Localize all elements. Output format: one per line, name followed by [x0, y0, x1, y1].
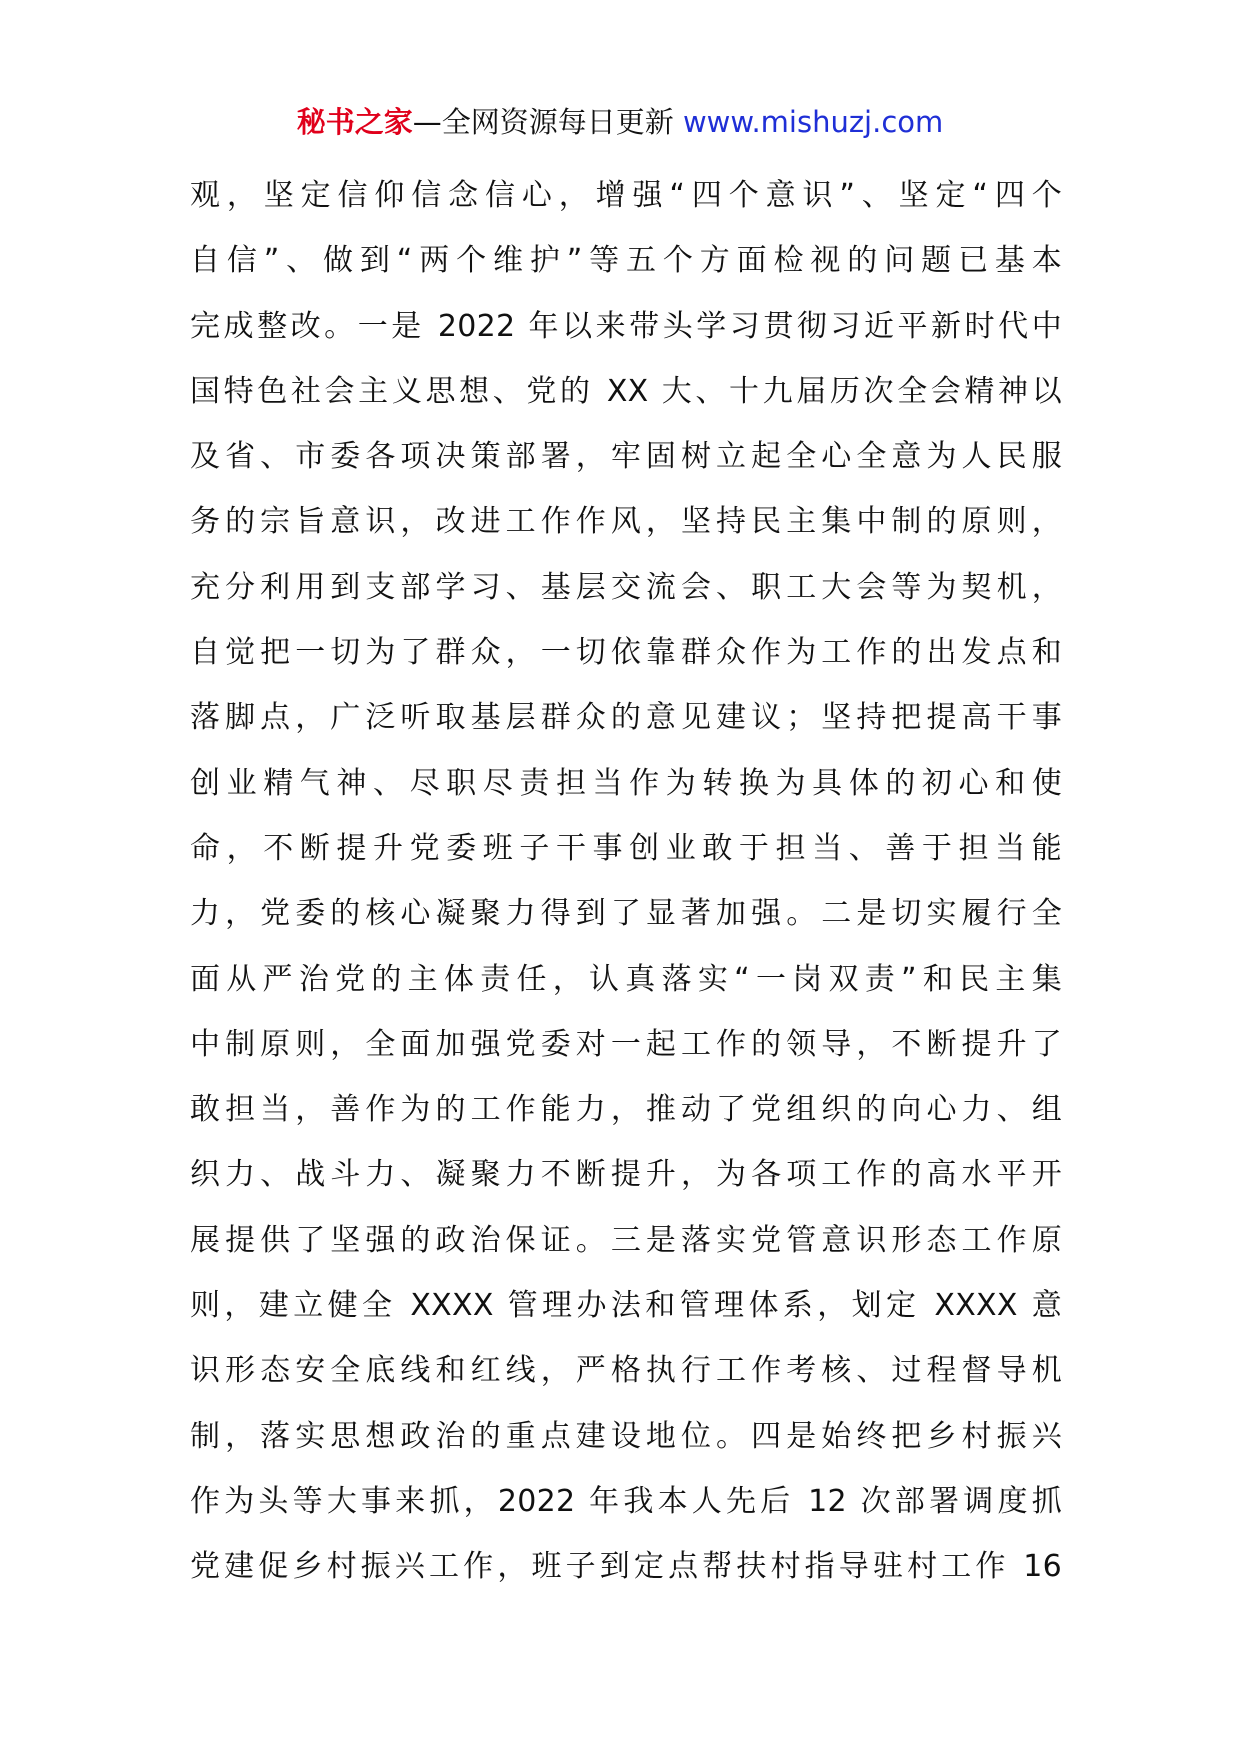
text-line: 制，落实思想政治的重点建设地位。四是始终把乡村振兴: [190, 1418, 1062, 1454]
site-url-link[interactable]: www.mishuzj.com: [682, 105, 944, 139]
text-line: 及省、市委各项决策部署，牢固树立起全心全意为人民服: [190, 439, 1062, 475]
text-line: 国特色社会主义思想、党的 XX 大、十九届历次全会精神以: [190, 373, 1062, 409]
text-line: 识形态安全底线和红线，严格执行工作考核、过程督导机: [190, 1353, 1062, 1389]
text-line: 落脚点，广泛听取基层群众的意见建议；坚持把提高干事: [190, 700, 1062, 736]
text-line: 党建促乡村振兴工作，班子到定点帮扶村指导驻村工作 16: [190, 1549, 1062, 1585]
text-line: 充分利用到支部学习、基层交流会、职工大会等为契机，: [190, 569, 1062, 605]
text-line: 自觉把一切为了群众，一切依靠群众作为工作的出发点和: [190, 635, 1062, 671]
text-line: 则，建立健全 XXXX 管理办法和管理体系，划定 XXXX 意: [190, 1288, 1062, 1324]
header-tagline: —全网资源每日更新: [412, 105, 674, 139]
text-line: 面从严治党的主体责任，认真落实“一岗双责”和民主集: [190, 961, 1062, 997]
text-line: 命，不断提升党委班子干事创业敢于担当、善于担当能: [190, 830, 1062, 866]
text-line: 力，党委的核心凝聚力得到了显著加强。二是切实履行全: [190, 896, 1062, 932]
text-line: 作为头等大事来抓，2022 年我本人先后 12 次部署调度抓: [190, 1483, 1062, 1519]
text-line: 展提供了坚强的政治保证。三是落实党管意识形态工作原: [190, 1222, 1062, 1258]
text-line: 创业精气神、尽职尽责担当作为转换为具体的初心和使: [190, 765, 1062, 801]
body-text: [190, 163, 1062, 1600]
brand-name: 秘书之家: [296, 105, 413, 139]
text-line: 完成整改。一是 2022 年以来带头学习贯彻习近平新时代中: [190, 308, 1062, 344]
text-line: 观，坚定信仰信念信心，增强“四个意识”、坚定“四个: [190, 178, 1062, 213]
text-line: 织力、战斗力、凝聚力不断提升，为各项工作的高水平开: [190, 1157, 1062, 1193]
text-line: 自信”、做到“两个维护”等五个方面检视的问题已基本: [190, 243, 1062, 279]
page-header: [0, 102, 1240, 142]
text-line: 中制原则，全面加强党委对一起工作的领导，不断提升了: [190, 1026, 1062, 1062]
text-line: 务的宗旨意识，改进工作作风，坚持民主集中制的原则，: [190, 504, 1062, 540]
text-line: 敢担当，善作为的工作能力，推动了党组织的向心力、组: [190, 1092, 1062, 1128]
